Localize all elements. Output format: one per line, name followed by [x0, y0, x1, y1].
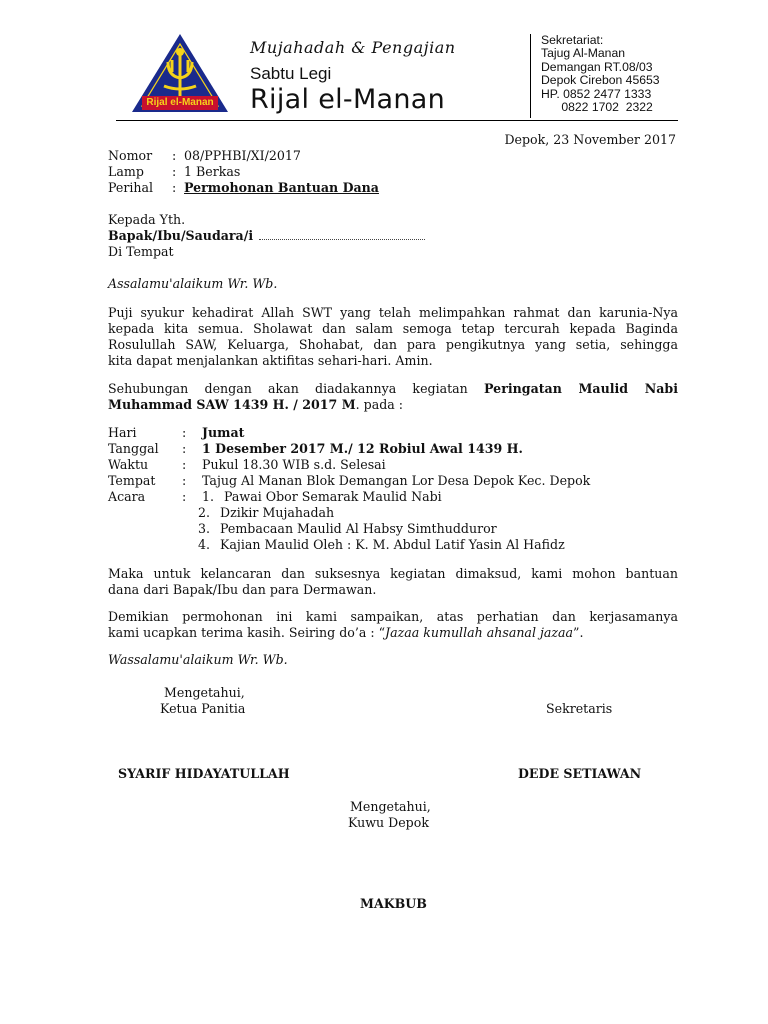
meta-row-perihal: Perihal : Permohonan Bantuan Dana	[108, 180, 379, 195]
meta-label: Perihal	[108, 180, 154, 195]
recipient-line: Di Tempat	[108, 244, 174, 259]
paragraph-line: Rosulullah SAW, Keluarga, Shohabat, dan para pengikutnya yang setia, sehingga	[108, 337, 678, 352]
paragraph-line: kita dapat menjalankan aktifitas sehari-hari. Amin.	[108, 353, 433, 368]
secretariat-line: Depok Cirebon 45653	[541, 73, 660, 88]
acara-number: 4.	[198, 537, 211, 552]
acara-number: 1.	[202, 489, 215, 504]
acara-item: Kajian Maulid Oleh : K. M. Abdul Latif Yasin Al Hafidz	[220, 537, 565, 552]
greeting: Assalamu'alaikum Wr. Wb.	[108, 276, 278, 291]
logo-text: Rijal el-Manan	[146, 97, 214, 108]
paragraph-line: dana dari Bapak/Ibu dan para Dermawan.	[108, 582, 377, 597]
meta-value: 08/PPHBI/XI/2017	[184, 148, 301, 163]
recipient-name-row	[108, 228, 425, 244]
letter-date: Depok, 23 November 2017	[504, 132, 676, 147]
signatory-name-village-head: MAKBUB	[360, 896, 427, 911]
secretariat-line: Demangan RT.08/03	[541, 59, 653, 74]
org-tagline: Mujahadah & Pengajian	[250, 38, 456, 57]
paragraph-line: Demikian permohonan ini kami sampaikan, atas perhatian dan kerjasamanya	[108, 609, 678, 624]
detail-value: Pukul 18.30 WIB s.d. Selesai	[202, 457, 386, 472]
paragraph-opening	[108, 305, 678, 369]
detail-label: Waktu	[108, 457, 149, 472]
meta-row-nomor: Nomor : 08/PPHBI/XI/2017	[108, 148, 301, 163]
event-name: Muhammad SAW 1439 H. / 2017 M	[108, 397, 356, 412]
acara-item: Pembacaan Maulid Al Habsy Simthudduror	[220, 521, 497, 536]
acara-item: Pawai Obor Semarak Maulid Nabi	[224, 489, 442, 504]
signature-role-secretary: Sekretaris	[546, 701, 613, 716]
signature-role-village-head: Kuwu Depok	[348, 815, 429, 830]
quote-text: Jazaa kumullah ahsanal jazaa	[385, 625, 574, 640]
secretariat-address	[530, 34, 660, 118]
signature-acknowledge-label: Mengetahui,	[350, 799, 431, 814]
paragraph-line	[108, 625, 678, 641]
fill-in-dotted-line	[259, 229, 425, 240]
signatory-name-chair: SYARIF HIDAYATULLAH	[118, 766, 290, 781]
detail-row-hari: Hari : Jumat	[108, 425, 245, 440]
event-name: Peringatan Maulid Nabi	[484, 381, 678, 396]
signatory-name-secretary: DEDE SETIAWAN	[518, 766, 642, 781]
detail-value: Jumat	[202, 425, 245, 440]
signature-acknowledge-label: Mengetahui,	[164, 685, 245, 700]
meta-value: Permohonan Bantuan Dana	[184, 180, 379, 195]
acara-row	[198, 521, 497, 537]
detail-row-waktu: Waktu : Pukul 18.30 WIB s.d. Selesai	[108, 457, 386, 472]
detail-row-acara: Acara : 1. Pawai Obor Semarak Maulid Nabi	[108, 489, 442, 504]
paragraph-line: Maka untuk kelancaran dan suksesnya kegiatan dimaksud, kami mohon bantuan	[108, 566, 678, 581]
detail-label: Tanggal	[108, 441, 159, 456]
paragraph-line: Puji syukur kehadirat Allah SWT yang telah melimpahkan rahmat dan karunia-Nya	[108, 305, 678, 320]
acara-item: Dzikir Mujahadah	[220, 505, 335, 520]
detail-value: 1 Desember 2017 M./ 12 Robiul Awal 1439 H.	[202, 441, 523, 456]
acara-row	[198, 537, 565, 553]
paragraph-line	[108, 397, 678, 413]
meta-value: 1 Berkas	[184, 164, 241, 179]
paragraph-closing	[108, 609, 678, 641]
secretariat-line: 0822 1702 2322	[541, 100, 653, 115]
text-segment: kami ucapkan terima kasih. Seiring do’a : “	[108, 625, 386, 640]
text-segment: . pada :	[355, 397, 404, 412]
org-name: Rijal el-Manan	[250, 84, 446, 115]
closing-salutation: Wassalamu'alaikum Wr. Wb.	[108, 652, 288, 667]
detail-label: Hari	[108, 425, 137, 440]
acara-number: 3.	[198, 521, 211, 536]
secretariat-line: Tajug Al-Manan	[541, 46, 626, 61]
paragraph-line	[108, 381, 678, 397]
recipient-line: Kepada Yth.	[108, 212, 186, 227]
detail-row-tempat: Tempat : Tajug Al Manan Blok Demangan Lor Desa Depok Kec. Depok	[108, 473, 591, 488]
detail-value: Tajug Al Manan Blok Demangan Lor Desa Depok Kec. Depok	[202, 473, 591, 488]
secretariat-line: Sekretariat:	[541, 33, 604, 47]
acara-row	[198, 505, 334, 521]
organization-logo	[116, 30, 244, 118]
detail-label: Acara	[108, 489, 146, 504]
recipient-name: Bapak/Ibu/Saudara/i	[108, 228, 254, 243]
header-divider	[116, 120, 678, 121]
detail-label: Tempat	[108, 473, 156, 488]
paragraph-request	[108, 566, 678, 598]
meta-label: Lamp	[108, 164, 144, 179]
meta-label: Nomor	[108, 148, 153, 163]
paragraph-event-intro	[108, 381, 678, 413]
acara-number: 2.	[198, 505, 211, 520]
text-segment: ”.	[573, 625, 584, 640]
secretariat-line: HP. 0852 2477 1333	[541, 86, 652, 101]
paragraph-line: kepada kita semua. Sholawat dan salam semoga tetap tercurah kepada Baginda	[108, 321, 678, 336]
meta-row-lamp: Lamp : 1 Berkas	[108, 164, 241, 179]
text-segment: Sehubungan dengan akan diadakannya kegiatan	[108, 381, 485, 396]
signature-role-chair: Ketua Panitia	[160, 701, 246, 716]
detail-row-tanggal: Tanggal : 1 Desember 2017 M./ 12 Robiul Awal 1439 H.	[108, 441, 523, 456]
org-subtitle: Sabtu Legi	[250, 64, 332, 83]
